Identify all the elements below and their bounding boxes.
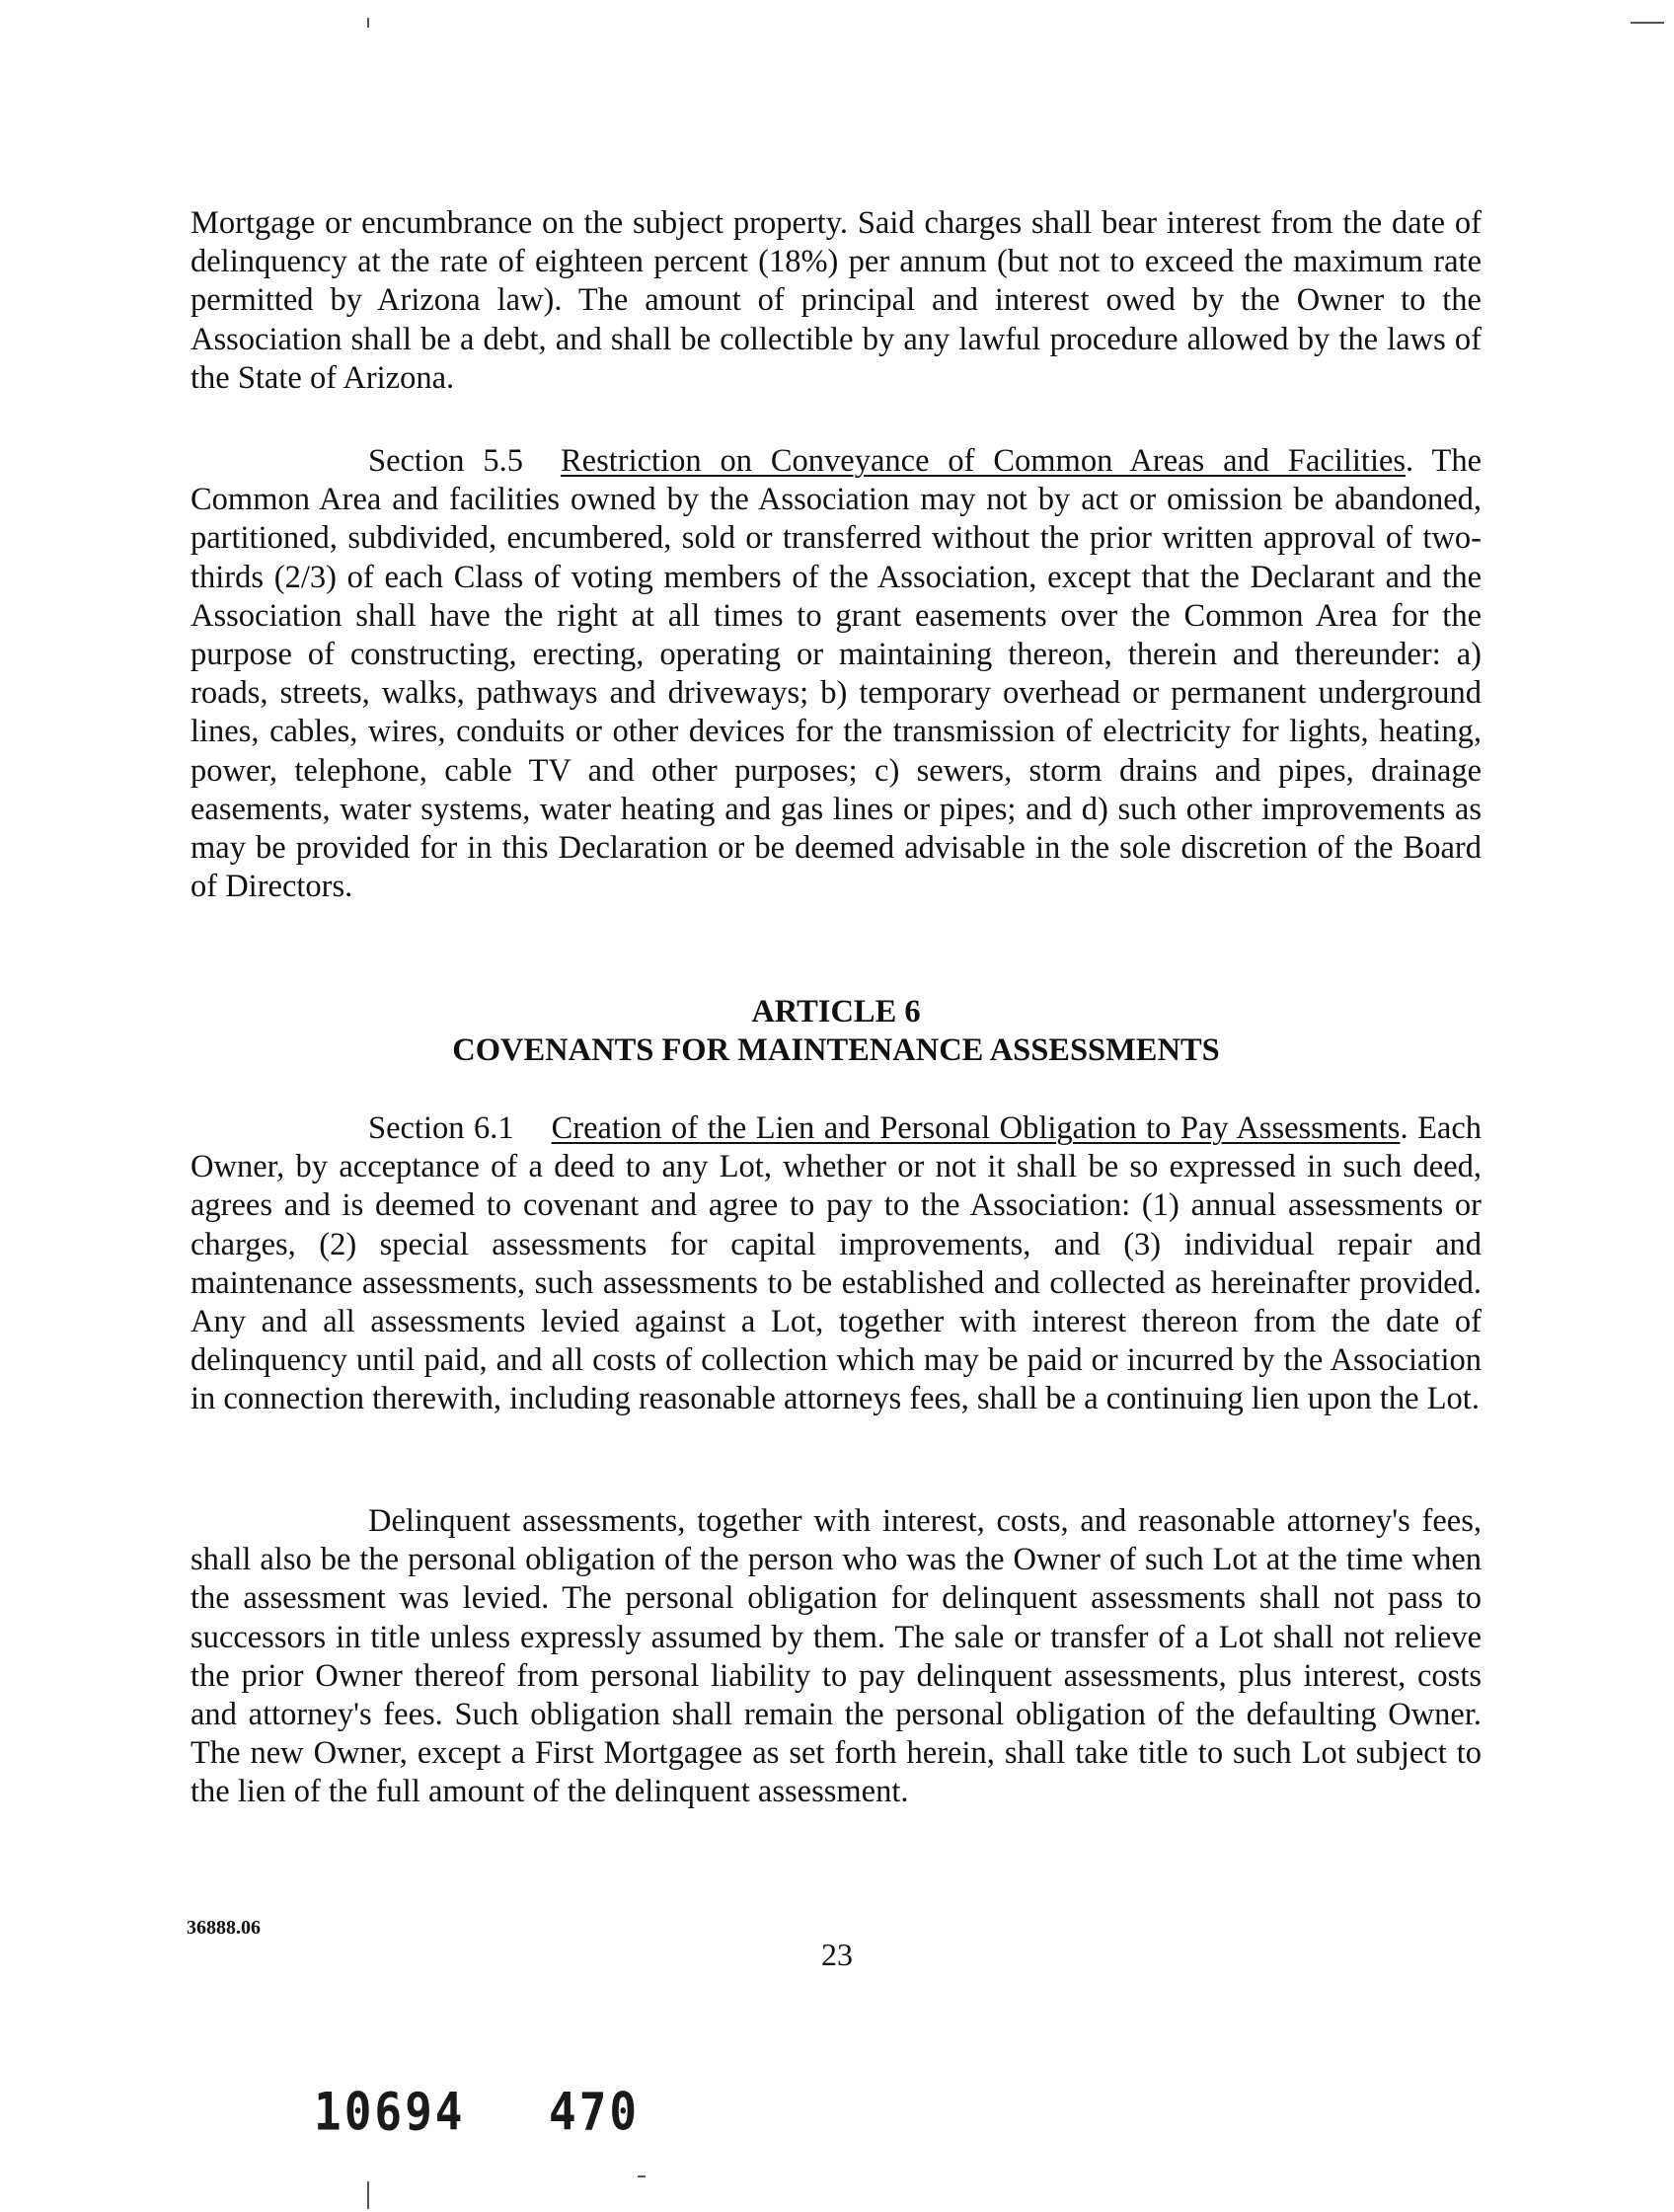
section-5-5-label: Section 5.5	[368, 443, 523, 479]
section-5-5-body: . The Common Area and facilities owned by the Association may not by act or omission be abandoned, partitioned, subdivided, encumbered, sold or transferred without the prior written approval of two-thirds (2/3) of each Class of voting members of the Association, except that the Declarant and the Association shall have the right at all times to grant easements over the Common Area for the purpose of constructing, erecting, operating or maintaining thereon, therein and thereunder: a) roads, streets, walks, pathways and driveways; b) temporary overhead or permanent underground lines, cables, wires, conduits or other devices for the transmission of electricity for lights, heating, power, telephone, cable TV and other purposes; c) sewers, storm drains and pipes, drainage easements, water systems, water heating and gas lines or pipes; and d) such other improvements as may be provided for in this Declaration or be deemed advisable in the sole discretion of the Board of Directors.	[190, 443, 1482, 905]
page-number: 23	[821, 1937, 853, 1972]
scan-dash-mark	[638, 2175, 646, 2177]
section-6-1-label: Section 6.1	[368, 1110, 514, 1146]
paragraph-delinquent-text: Delinquent assessments, together with interest, costs, and reasonable attorney's fees, shall also be the personal obligation of the person who was the Owner of such Lot at the time when the assessment was levied. The personal obligation for delinquent assessments shall not pass to successors in title unless expressly assumed by them. The sale or transfer of a Lot shall not relieve the prior Owner thereof from personal liability to pay delinquent assessments, plus interest, costs and attorney's fees. Such obligation shall remain the personal obligation of the defaulting Owner. The new Owner, except a First Mortgagee as set forth herein, shall take title to such Lot subject to the lien of the full amount of the delinquent assessment.	[190, 1503, 1482, 1810]
paragraph-delinquent	[190, 1502, 1482, 1812]
recording-page-stamp: 470	[549, 2080, 641, 2143]
section-5-5-title: Restriction on Conveyance of Common Areas and Facilities	[561, 443, 1407, 479]
document-number: 36888.06	[187, 1917, 261, 1939]
scan-speck	[367, 18, 369, 28]
scan-edge-mark	[1631, 22, 1664, 24]
paragraph-continuation: Mortgage or encumbrance on the subject property. Said charges shall bear interest from the date of delinquency at the rate of eighteen percent (18%) per annum (but not to exceed the maximum rate permitted by Arizona law). The amount of principal and interest owed by the Owner to the Association shall be a debt, and shall be collectible by any lawful procedure allowed by the laws of the State of Arizona.	[190, 205, 1482, 396]
scan-line-mark	[367, 2181, 369, 2209]
article-number: ARTICLE 6	[751, 994, 921, 1030]
article-title: COVENANTS FOR MAINTENANCE ASSESSMENTS	[452, 1032, 1220, 1068]
recording-book-stamp: 10694	[314, 2080, 466, 2143]
section-6-1-body: . Each Owner, by acceptance of a deed to any Lot, whether or not it shall be so expressed in such deed, agrees and is deemed to covenant and agree to pay to the Association: (1) annual assessments or charges, (2) special assessments for capital improvements, and (3) individual repair and maintenance assessments, such assessments to be established and collected as hereinafter provided. Any and all assessments levied against a Lot, together with interest thereon from the date of delinquency until paid, and all costs of collection which may be paid or incurred by the Association in connection therewith, including reasonable attorneys fees, shall be a continuing lien upon the Lot.	[190, 1110, 1483, 1417]
section-5-5	[190, 442, 1482, 906]
section-6-1-title: Creation of the Lien and Personal Obligation to Pay Assessments	[551, 1110, 1401, 1146]
section-6-1	[190, 1109, 1482, 1419]
